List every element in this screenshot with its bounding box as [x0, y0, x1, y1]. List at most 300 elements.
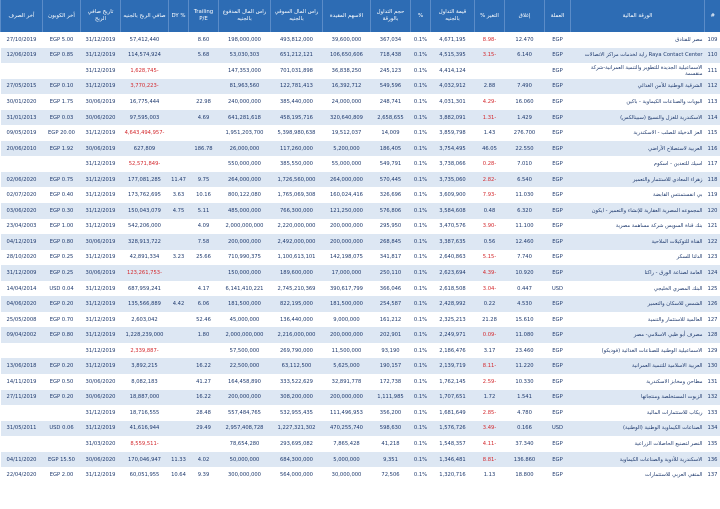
cell-net-profit-date: 30/06/2019	[81, 234, 121, 250]
cell-listed-shares: 264,000,000	[323, 172, 371, 188]
column-header-dy[interactable]: % DY	[169, 0, 189, 32]
cell-security-name[interactable]: المتقي العربي للاستثمارات	[571, 467, 705, 483]
cell-paid-capital: 485,000,000	[219, 203, 271, 219]
table-row[interactable]	[1, 390, 720, 406]
cell-market-cap: 532,955,435	[271, 405, 323, 421]
cell-paid-capital: 550,000,000	[219, 156, 271, 172]
cell-close: 12.470	[505, 32, 545, 48]
cell-currency: EGP	[545, 312, 571, 328]
cell-close: 11.100	[505, 219, 545, 235]
column-header-last-coupon[interactable]: أخر الكوبون	[43, 0, 81, 32]
cell-dy: 3.63	[169, 187, 189, 203]
cell-listed-shares: 19,512,037	[323, 125, 371, 141]
table-header	[1, 0, 720, 32]
cell-net-profit: 170,046,947	[121, 452, 169, 468]
cell-currency: EGP	[545, 358, 571, 374]
cell-last-coupon	[43, 156, 81, 172]
cell-paid-capital: 164,458,890	[219, 374, 271, 390]
cell-security-name[interactable]: ريكاب للاستثمارات المالية	[571, 405, 705, 421]
cell-paid-capital: 240,000,000	[219, 94, 271, 110]
cell-market-cap: 63,112,500	[271, 358, 323, 374]
table-row[interactable]	[1, 219, 720, 235]
cell-last-payout: 12/06/2019	[1, 48, 43, 64]
column-header-market-cap[interactable]: راس المال السوقي بالجنيه	[271, 0, 323, 32]
cell-close: 22.550	[505, 141, 545, 157]
cell-dy: 11.47	[169, 172, 189, 188]
cell-index: 115	[705, 125, 720, 141]
cell-last-payout: 31/05/2011	[1, 421, 43, 437]
cell-currency: EGP	[545, 187, 571, 203]
cell-trade-volume: 268,845	[371, 234, 411, 250]
cell-change-pct: -4.11	[475, 436, 505, 452]
cell-trade-volume: 41,218	[371, 436, 411, 452]
cell-listed-shares: 5,200,000	[323, 141, 371, 157]
cell-last-coupon: EGP 20.00	[43, 125, 81, 141]
cell-net-profit-date: 31/12/2019	[81, 343, 121, 359]
cell-trade-value: 2,640,863	[431, 250, 475, 266]
cell-net-profit-date: 31/12/2019	[81, 156, 121, 172]
cell-pct: 0.1%	[411, 32, 431, 48]
cell-close: 15.610	[505, 312, 545, 328]
table-row[interactable]	[1, 79, 720, 95]
cell-index: 125	[705, 281, 720, 297]
cell-listed-shares: 16,392,712	[323, 79, 371, 95]
cell-net-profit-date: 31/12/2019	[81, 467, 121, 483]
cell-listed-shares: 5,625,000	[323, 358, 371, 374]
cell-trade-value: 1,548,357	[431, 436, 475, 452]
cell-paid-capital: 53,030,303	[219, 48, 271, 64]
cell-security-name[interactable]: الزيوت المستخلصة ومنتجاتها	[571, 390, 705, 406]
table-row[interactable]	[1, 203, 720, 219]
column-header-trade-volume[interactable]: حجم التداول بالورقة	[371, 0, 411, 32]
cell-security-name[interactable]: مطاحن ومخابز الاسكندرية	[571, 374, 705, 390]
cell-last-payout: 04/06/2020	[1, 296, 43, 312]
cell-dy	[169, 312, 189, 328]
table-row[interactable]	[1, 296, 720, 312]
cell-dy	[169, 110, 189, 126]
table-row[interactable]	[1, 452, 720, 468]
cell-change-pct: -3.04	[475, 281, 505, 297]
cell-last-payout: 09/04/2002	[1, 327, 43, 343]
cell-close: 10.330	[505, 374, 545, 390]
cell-security-name[interactable]: بنك قناة السويس شركة مساهمة مصرية	[571, 219, 705, 235]
cell-dy	[169, 125, 189, 141]
cell-pct: 0.1%	[411, 203, 431, 219]
cell-change-pct: -0.28	[475, 156, 505, 172]
column-header-net-profit-date[interactable]: تاريخ صافي الربح	[81, 0, 121, 32]
cell-close: 12.460	[505, 234, 545, 250]
cell-last-coupon: EGP 2.00	[43, 467, 81, 483]
cell-last-coupon: EGP 0.75	[43, 172, 81, 188]
cell-currency: USD	[545, 421, 571, 437]
table-row[interactable]	[1, 421, 720, 437]
cell-net-profit: -2,339,887	[121, 343, 169, 359]
cell-change-pct: -3.15	[475, 48, 505, 64]
cell-last-payout	[1, 436, 43, 452]
cell-security-name[interactable]: الاسماعيلية الجديدة للتطوير والتنمية العمرانية-شركة منقسمة	[571, 63, 705, 79]
cell-currency: EGP	[545, 343, 571, 359]
cell-last-payout	[1, 343, 43, 359]
table-row[interactable]	[1, 281, 720, 297]
cell-market-cap: 651,212,121	[271, 48, 323, 64]
cell-close: 4.780	[505, 405, 545, 421]
cell-pct: 0.1%	[411, 172, 431, 188]
cell-paid-capital: 6,141,410,221	[219, 281, 271, 297]
table-row[interactable]	[1, 172, 720, 188]
cell-pct: 0.1%	[411, 79, 431, 95]
cell-market-cap: 1,726,560,000	[271, 172, 323, 188]
cell-change-pct: -3.90	[475, 219, 505, 235]
column-header-security-name[interactable]: الورقة المالية	[571, 0, 705, 32]
cell-security-name[interactable]: المجموعه المصرية العقارية للإنشاء والتعمير - ايكون	[571, 203, 705, 219]
cell-dy	[169, 343, 189, 359]
cell-trade-value: 3,387,635	[431, 234, 475, 250]
cell-trade-volume: 598,630	[371, 421, 411, 437]
cell-index: 132	[705, 390, 720, 406]
cell-paid-capital: 181,500,000	[219, 296, 271, 312]
cell-net-profit-date: 31/12/2019	[81, 32, 121, 48]
cell-dy	[169, 94, 189, 110]
cell-close: 6.540	[505, 172, 545, 188]
cell-close: 37.340	[505, 436, 545, 452]
cell-net-profit-date: 31/12/2019	[81, 405, 121, 421]
cell-last-payout: 27/10/2019	[1, 32, 43, 48]
column-header-close[interactable]: إغلاق	[505, 0, 545, 32]
cell-dy	[169, 436, 189, 452]
cell-currency: EGP	[545, 219, 571, 235]
cell-net-profit: -3,770,223	[121, 79, 169, 95]
cell-net-profit-date: 31/12/2019	[81, 219, 121, 235]
table-row[interactable]	[1, 32, 720, 48]
cell-close: 16.060	[505, 94, 545, 110]
cell-market-cap: 333,522,629	[271, 374, 323, 390]
cell-security-name[interactable]: العز الدخيلة للصلب - الاسكندرية	[571, 125, 705, 141]
column-header-paid-capital[interactable]: راس المال المدفوع بالجنيه	[219, 0, 271, 32]
cell-paid-capital: 2,957,408,728	[219, 421, 271, 437]
cell-listed-shares: 30,000,000	[323, 467, 371, 483]
column-header-currency[interactable]: العملة	[545, 0, 571, 32]
cell-change-pct: -8.81	[475, 452, 505, 468]
cell-net-profit: 41,616,944	[121, 421, 169, 437]
cell-security-name[interactable]: الصناعات الكيماوية الوطنية (الوطنية)	[571, 421, 705, 437]
cell-listed-shares: 200,000,000	[323, 234, 371, 250]
cell-pct: 0.1%	[411, 343, 431, 359]
cell-trailing-pe: 41.27	[189, 374, 219, 390]
cell-pct: 0.1%	[411, 125, 431, 141]
cell-change-pct: 0.48	[475, 203, 505, 219]
cell-trailing-pe: 22.98	[189, 94, 219, 110]
cell-trailing-pe: 4.69	[189, 110, 219, 126]
cell-index: 131	[705, 374, 720, 390]
table-row[interactable]	[1, 156, 720, 172]
cell-security-name[interactable]: الاسماعيلية الوطنية للصناعات الغذائية (فوديكو)	[571, 343, 705, 359]
cell-dy	[169, 327, 189, 343]
cell-change-pct: -0.09	[475, 327, 505, 343]
table-row[interactable]	[1, 343, 720, 359]
cell-index: 128	[705, 327, 720, 343]
cell-dy	[169, 265, 189, 281]
cell-pct: 0.1%	[411, 250, 431, 266]
cell-security-name[interactable]: الشرقية الوطنية للأمن الغذائي	[571, 79, 705, 95]
cell-security-name[interactable]: الشمس للاسكان والتعمير	[571, 296, 705, 312]
cell-market-cap: 2,220,000,000	[271, 219, 323, 235]
cell-market-cap: 189,600,000	[271, 265, 323, 281]
table-row[interactable]	[1, 187, 720, 203]
cell-close: 0.166	[505, 421, 545, 437]
cell-net-profit-date: 31/12/2019	[81, 358, 121, 374]
cell-trailing-pe: 5.68	[189, 48, 219, 64]
column-header-last-payout[interactable]: أخر الصرف	[1, 0, 43, 32]
cell-close: 11.030	[505, 187, 545, 203]
cell-index: 118	[705, 172, 720, 188]
cell-currency: EGP	[545, 156, 571, 172]
cell-trailing-pe: 10.16	[189, 187, 219, 203]
cell-pct: 0.1%	[411, 187, 431, 203]
cell-change-pct: -2.85	[475, 405, 505, 421]
cell-net-profit: 173,762,695	[121, 187, 169, 203]
cell-change-pct: -7.93	[475, 187, 505, 203]
cell-last-coupon: EGP 0.30	[43, 203, 81, 219]
cell-pct: 0.1%	[411, 234, 431, 250]
cell-listed-shares: 106,650,606	[323, 48, 371, 64]
cell-security-name[interactable]: النصر لتصنيع الحاصلات الزراعية	[571, 436, 705, 452]
cell-last-coupon: EGP 5.00	[43, 32, 81, 48]
cell-dy: 11.33	[169, 452, 189, 468]
cell-pct: 0.1%	[411, 94, 431, 110]
table-row[interactable]	[1, 327, 720, 343]
cell-trade-value: 2,428,992	[431, 296, 475, 312]
cell-market-cap: 2,745,210,369	[271, 281, 323, 297]
column-header-change-pct[interactable]: التغير %	[475, 0, 505, 32]
cell-security-name[interactable]: اسيك للتعدين - اسكوم	[571, 156, 705, 172]
cell-index: 117	[705, 156, 720, 172]
cell-index: 133	[705, 405, 720, 421]
cell-last-payout: 02/06/2020	[1, 172, 43, 188]
cell-currency: EGP	[545, 436, 571, 452]
cell-security-name[interactable]: العامة لصناعة الورق - راكتا	[571, 265, 705, 281]
cell-paid-capital: 557,484,765	[219, 405, 271, 421]
cell-dy	[169, 281, 189, 297]
cell-listed-shares: 142,198,075	[323, 250, 371, 266]
cell-pct: 0.1%	[411, 265, 431, 281]
cell-security-name[interactable]: الاسكندرية للغزل والنسيج (سبينالكس)	[571, 110, 705, 126]
cell-close: 0.447	[505, 281, 545, 297]
cell-close	[505, 63, 545, 79]
cell-paid-capital: 300,000,000	[219, 467, 271, 483]
column-header-index[interactable]: #	[705, 0, 720, 32]
cell-index: 129	[705, 343, 720, 359]
cell-dy	[169, 390, 189, 406]
cell-trailing-pe: 4.09	[189, 219, 219, 235]
cell-dy	[169, 358, 189, 374]
cell-trade-value: 4,032,912	[431, 79, 475, 95]
cell-change-pct: -4.39	[475, 265, 505, 281]
cell-market-cap: 822,195,000	[271, 296, 323, 312]
cell-currency: EGP	[545, 63, 571, 79]
cell-trade-volume: 549,791	[371, 156, 411, 172]
cell-net-profit: 42,891,334	[121, 250, 169, 266]
table-row[interactable]	[1, 125, 720, 141]
cell-security-name[interactable]: مصرف أبو ظبي الاسلامي- مصر	[571, 327, 705, 343]
cell-trailing-pe: 16.22	[189, 390, 219, 406]
cell-last-payout: 04/12/2019	[1, 234, 43, 250]
cell-security-name[interactable]: البنك المصري الخليجي	[571, 281, 705, 297]
cell-net-profit-date: 30/06/2020	[81, 374, 121, 390]
cell-net-profit: 687,959,241	[121, 281, 169, 297]
table-row[interactable]	[1, 63, 720, 79]
cell-paid-capital: 641,281,618	[219, 110, 271, 126]
cell-paid-capital: 200,000,000	[219, 390, 271, 406]
cell-market-cap: 493,812,000	[271, 32, 323, 48]
cell-trade-value: 3,859,798	[431, 125, 475, 141]
cell-listed-shares: 111,496,953	[323, 405, 371, 421]
table-row[interactable]	[1, 234, 720, 250]
cell-last-coupon: USD 0.06	[43, 421, 81, 437]
cell-last-coupon	[43, 343, 81, 359]
cell-index: 135	[705, 436, 720, 452]
cell-currency: EGP	[545, 327, 571, 343]
cell-security-name[interactable]: بي انفستمنتس القابضة	[571, 187, 705, 203]
cell-trade-value: 2,139,719	[431, 358, 475, 374]
table-row[interactable]	[1, 467, 720, 483]
column-header-net-profit[interactable]: صافي الربح بالجنيه	[121, 0, 169, 32]
column-header-trade-value[interactable]: قيمة التداول بالجنيه	[431, 0, 475, 32]
cell-security-name[interactable]: Raya Contact Center راية لخدمات مراكز الاتصالات	[571, 48, 705, 64]
cell-last-coupon: EGP 1.00	[43, 219, 81, 235]
cell-close: 7.490	[505, 79, 545, 95]
cell-index: 126	[705, 296, 720, 312]
cell-net-profit: 97,595,003	[121, 110, 169, 126]
cell-net-profit-date: 31/12/2019	[81, 203, 121, 219]
cell-market-cap: 385,440,000	[271, 94, 323, 110]
cell-trailing-pe: 7.58	[189, 234, 219, 250]
cell-last-payout: 25/05/2008	[1, 312, 43, 328]
cell-listed-shares: 39,600,000	[323, 32, 371, 48]
cell-net-profit-date: 31/12/2019	[81, 281, 121, 297]
table-row[interactable]	[1, 436, 720, 452]
cell-pct: 0.1%	[411, 421, 431, 437]
cell-net-profit-date: 31/12/2019	[81, 312, 121, 328]
cell-trade-volume: 570,445	[371, 172, 411, 188]
cell-trade-volume: 295,950	[371, 219, 411, 235]
cell-last-payout: 04/11/2020	[1, 452, 43, 468]
cell-pct: 0.1%	[411, 467, 431, 483]
cell-net-profit: -4,643,494,957	[121, 125, 169, 141]
cell-trailing-pe: 9.39	[189, 467, 219, 483]
cell-paid-capital: 26,000,000	[219, 141, 271, 157]
cell-trade-value: 1,762,145	[431, 374, 475, 390]
cell-currency: EGP	[545, 94, 571, 110]
table-row[interactable]	[1, 265, 720, 281]
cell-market-cap: 5,398,980,638	[271, 125, 323, 141]
cell-security-name[interactable]: زهراء المعادي للاستثمار والتعمير	[571, 172, 705, 188]
cell-net-profit: 177,081,285	[121, 172, 169, 188]
cell-paid-capital: 45,000,000	[219, 312, 271, 328]
column-header-trailing-pe[interactable]: Trailing P/E	[189, 0, 219, 32]
cell-index: 116	[705, 141, 720, 157]
cell-paid-capital: 1,951,203,700	[219, 125, 271, 141]
cell-security-name[interactable]: القناة للتوكيلات الملاحية	[571, 234, 705, 250]
cell-index: 134	[705, 421, 720, 437]
cell-trade-value: 2,186,476	[431, 343, 475, 359]
cell-listed-shares: 181,500,000	[323, 296, 371, 312]
cell-last-coupon: EGP 1.75	[43, 94, 81, 110]
column-header-pct[interactable]: %	[411, 0, 431, 32]
cell-listed-shares: 17,000,000	[323, 265, 371, 281]
table-row[interactable]	[1, 358, 720, 374]
cell-trade-volume: 14,009	[371, 125, 411, 141]
cell-pct: 0.1%	[411, 281, 431, 297]
cell-security-name[interactable]: العربية الاسلامية للتنمية العمرانية	[571, 358, 705, 374]
cell-dy: 4.75	[169, 203, 189, 219]
cell-net-profit-date: 31/03/2020	[81, 436, 121, 452]
cell-paid-capital: 710,990,375	[219, 250, 271, 266]
column-header-listed-shares[interactable]: الاسهم المقيدة	[323, 0, 371, 32]
cell-dy: 4.42	[169, 296, 189, 312]
cell-trade-value: 1,707,651	[431, 390, 475, 406]
cell-paid-capital: 2,000,000,000	[219, 219, 271, 235]
cell-close: 18.800	[505, 467, 545, 483]
cell-trade-volume: 190,157	[371, 358, 411, 374]
cell-dy	[169, 141, 189, 157]
cell-last-coupon: EGP 0.80	[43, 234, 81, 250]
cell-security-name[interactable]: العربية لاستصلاح الأراضي	[571, 141, 705, 157]
cell-paid-capital: 198,000,000	[219, 32, 271, 48]
table-row[interactable]	[1, 110, 720, 126]
cell-trade-volume: 718,438	[371, 48, 411, 64]
cell-change-pct: -2.82	[475, 172, 505, 188]
header-row	[1, 0, 720, 32]
table-row[interactable]	[1, 48, 720, 64]
cell-close: 11.080	[505, 327, 545, 343]
cell-last-coupon: EGP 0.50	[43, 374, 81, 390]
table-row[interactable]	[1, 374, 720, 390]
cell-trade-value: 1,346,481	[431, 452, 475, 468]
cell-change-pct: 21.28	[475, 312, 505, 328]
cell-last-coupon	[43, 436, 81, 452]
cell-paid-capital: 78,654,280	[219, 436, 271, 452]
cell-net-profit-date: 31/12/2019	[81, 187, 121, 203]
cell-pct: 0.1%	[411, 63, 431, 79]
cell-paid-capital: 147,353,000	[219, 63, 271, 79]
cell-last-payout: 02/07/2020	[1, 187, 43, 203]
cell-security-name[interactable]: الدلتا للسكر	[571, 250, 705, 266]
cell-close: 276.700	[505, 125, 545, 141]
table-row[interactable]	[1, 250, 720, 266]
cell-security-name[interactable]: البويات والصناعات الكيماوية - باكين	[571, 94, 705, 110]
cell-listed-shares: 5,000,000	[323, 452, 371, 468]
cell-net-profit: -52,571,849	[121, 156, 169, 172]
cell-close: 10.920	[505, 265, 545, 281]
table-row[interactable]	[1, 94, 720, 110]
table-row[interactable]	[1, 141, 720, 157]
table-row[interactable]	[1, 405, 720, 421]
cell-last-coupon: EGP 15.50	[43, 452, 81, 468]
cell-net-profit: 328,913,722	[121, 234, 169, 250]
cell-trailing-pe: 25.66	[189, 250, 219, 266]
cell-change-pct: 0.56	[475, 234, 505, 250]
cell-last-coupon: EGP 1.92	[43, 141, 81, 157]
cell-security-name[interactable]: الاسكندرية للأدوية والصناعات الكيماوية	[571, 452, 705, 468]
cell-security-name[interactable]: مصر للفنادق	[571, 32, 705, 48]
cell-change-pct: -2.59	[475, 374, 505, 390]
table-row[interactable]	[1, 312, 720, 328]
cell-index: 114	[705, 110, 720, 126]
cell-index: 121	[705, 219, 720, 235]
cell-dy	[169, 48, 189, 64]
cell-security-name[interactable]: العالمية للاستثمار والتنمية	[571, 312, 705, 328]
cell-paid-capital: 22,500,000	[219, 358, 271, 374]
